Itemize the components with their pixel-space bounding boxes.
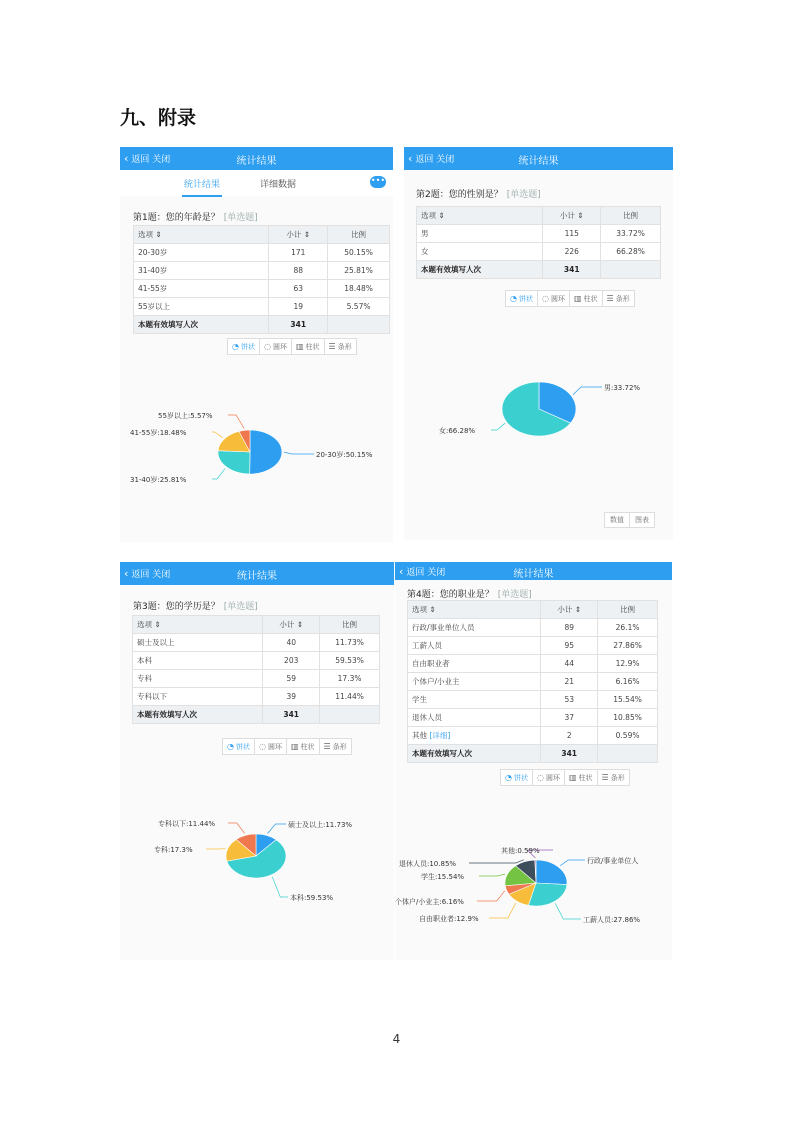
count-cell: 171 [269, 244, 328, 262]
view-pie-label: 饼状 [513, 773, 528, 782]
ratio-cell: 18.48% [328, 280, 390, 298]
question-text: 第1题：您的年龄是？ [133, 213, 220, 223]
pie-label: 31-40岁:25.81% [130, 476, 187, 484]
view-bar-label: 条形 [610, 773, 625, 782]
page-heading: 九、附录 [120, 107, 197, 129]
view-column-label: 柱状 [578, 773, 593, 782]
view-bar-label: 条形 [332, 742, 347, 751]
pie-label: 20-30岁:50.15% [316, 451, 373, 459]
count-cell: 203 [263, 652, 320, 670]
option-cell: 自由职业者 [408, 655, 541, 673]
pie-label: 其他:0.59% [501, 847, 540, 855]
view-pie-label: 饼状 [235, 742, 250, 751]
col-count[interactable]: 小计 ⇕ [541, 601, 598, 619]
count-cell: 2 [541, 727, 598, 745]
col-option[interactable]: 选项 ⇕ [134, 226, 269, 244]
bar-icon: ☰ [323, 742, 331, 751]
bar-title: 统计结果 [237, 571, 277, 582]
ratio-cell: 11.44% [320, 688, 380, 706]
view-bar-label: 条形 [337, 342, 352, 351]
pie-leader-line [491, 423, 505, 430]
question-type-tag: [单选题] [223, 213, 258, 223]
pie-label: 学生:15.54% [421, 873, 465, 881]
ratio-cell: 10.85% [598, 709, 658, 727]
question-type-tag: [单选题] [497, 590, 532, 600]
pie-leader-line [228, 415, 244, 428]
column-icon: ▥ [295, 342, 304, 351]
chevron-left-icon: ‹ [124, 567, 129, 580]
view-pie-label: 饼状 [518, 294, 533, 303]
option-cell: 31-40岁 [134, 262, 269, 280]
ratio-cell: 15.54% [598, 691, 658, 709]
pie-leader-line [228, 823, 245, 834]
col-count[interactable]: 小计 ⇕ [269, 226, 328, 244]
pie-leader-line [479, 874, 505, 876]
count-cell: 115 [543, 225, 601, 243]
pie-leader-line [477, 891, 505, 901]
survey-panel-q4 [395, 562, 672, 960]
ratio-cell: 66.28% [601, 243, 661, 261]
pie-leader-line [212, 468, 225, 479]
data-chart-button[interactable]: 图表 [635, 516, 649, 524]
bar-icon: ☰ [606, 294, 614, 303]
count-cell: 39 [263, 688, 320, 706]
ratio-cell: 25.81% [328, 262, 390, 280]
total-label: 本题有效填写人次 [133, 706, 263, 724]
pie-leader-line [284, 452, 314, 454]
ring-icon: ◌ [258, 742, 266, 751]
count-cell: 88 [269, 262, 328, 280]
pie-label: 个体户/小业主:6.16% [395, 898, 464, 906]
ratio-cell: 0.59% [598, 727, 658, 745]
bar-title: 统计结果 [513, 569, 554, 580]
back-label: 返回 关闭 [415, 155, 455, 165]
option-cell: 男 [417, 225, 543, 243]
view-column-label: 柱状 [300, 742, 315, 751]
col-ratio: 比例 [598, 601, 658, 619]
bar-icon: ☰ [601, 773, 609, 782]
question-text: 第4题：您的职业是？ [407, 590, 494, 600]
count-cell: 37 [541, 709, 598, 727]
ratio-cell: 6.16% [598, 673, 658, 691]
col-count[interactable]: 小计 ⇕ [543, 207, 601, 225]
pie-icon: ◔ [510, 294, 517, 303]
ring-icon: ◌ [536, 773, 544, 782]
col-option[interactable]: 选项 ⇕ [133, 616, 263, 634]
total-label: 本题有效填写人次 [408, 745, 541, 763]
option-cell: 专科 [133, 670, 263, 688]
total-count: 341 [269, 316, 328, 334]
option-cell: 硕士及以上 [133, 634, 263, 652]
pie-leader-line [555, 903, 581, 919]
option-cell: 专科以下 [133, 688, 263, 706]
col-ratio: 比例 [601, 207, 661, 225]
pie-leader-line [489, 903, 516, 918]
view-ring-label: 圆环 [272, 342, 287, 351]
count-cell: 89 [541, 619, 598, 637]
ratio-cell: 11.73% [320, 634, 380, 652]
count-cell: 63 [269, 280, 328, 298]
pie-label: 女:66.28% [439, 427, 476, 435]
pie-chart-q4 [395, 562, 672, 960]
count-cell: 95 [541, 637, 598, 655]
ratio-cell: 59.53% [320, 652, 380, 670]
survey-panel-q3 [120, 562, 394, 960]
pie-label: 55岁以上:5.57% [158, 412, 213, 420]
pie-leader-line [469, 860, 524, 863]
back-label: 返回 关闭 [406, 568, 446, 578]
pie-slice[interactable] [218, 451, 250, 474]
count-cell: 40 [263, 634, 320, 652]
pie-label: 硕士及以上:11.73% [288, 821, 353, 829]
page-number: 4 [392, 1032, 401, 1046]
view-bar-label: 条形 [615, 294, 630, 303]
count-cell: 21 [541, 673, 598, 691]
survey-panel-q2 [404, 147, 673, 540]
pie-icon: ◔ [505, 773, 512, 782]
option-cell: 20-30岁 [134, 244, 269, 262]
count-cell: 53 [541, 691, 598, 709]
ratio-cell: 27.86% [598, 637, 658, 655]
option-cell: 41-55岁 [134, 280, 269, 298]
pie-slice[interactable] [536, 860, 567, 885]
chevron-left-icon: ‹ [124, 152, 129, 165]
pie-chart-q1 [120, 147, 393, 542]
ratio-cell: 17.3% [320, 670, 380, 688]
survey-panel-q1 [120, 147, 393, 542]
view-ring-label: 圆环 [545, 773, 560, 782]
more-icon[interactable]: ••• [370, 176, 386, 188]
pie-label: 专科:17.3% [154, 846, 193, 854]
column-icon: ▥ [573, 294, 582, 303]
detail-link[interactable]: [详细] [429, 731, 451, 740]
count-cell: 226 [543, 243, 601, 261]
ratio-cell: 50.15% [328, 244, 390, 262]
pie-label: 自由职业者:12.9% [419, 915, 479, 923]
view-column-label: 柱状 [305, 342, 320, 351]
pie-leader-line [573, 387, 602, 395]
bar-icon: ☰ [328, 342, 336, 351]
ratio-cell: 12.9% [598, 655, 658, 673]
pie-leader-line [272, 877, 288, 897]
option-text: 其他 [412, 731, 427, 740]
ring-icon: ◌ [263, 342, 271, 351]
pie-icon: ◔ [227, 742, 234, 751]
column-icon: ▥ [568, 773, 577, 782]
pie-label: 本科:59.53% [290, 894, 334, 902]
option-cell: 个体户/小业主 [408, 673, 541, 691]
total-label: 本题有效填写人次 [134, 316, 269, 334]
ratio-cell: 26.1% [598, 619, 658, 637]
chevron-left-icon: ‹ [399, 565, 404, 578]
option-cell: 工薪人员 [408, 637, 541, 655]
pie-label: 工薪人员:27.86% [583, 916, 641, 924]
pie-leader-line [212, 432, 223, 438]
pie-label: 行政/事业单位人 [587, 857, 639, 865]
pie-chart-q3 [120, 562, 394, 960]
col-option[interactable]: 选项 ⇕ [417, 207, 543, 225]
pie-chart-q2 [404, 147, 673, 540]
pie-icon: ◔ [232, 342, 239, 351]
option-cell: 退休人员 [408, 709, 541, 727]
view-pie-label: 饼状 [240, 342, 255, 351]
ratio-cell: 5.57% [328, 298, 390, 316]
col-ratio: 比例 [320, 616, 380, 634]
option-cell: 女 [417, 243, 543, 261]
question-text: 第3题：您的学历是？ [133, 602, 220, 612]
total-count: 341 [543, 261, 601, 279]
question-type-tag: [单选题] [506, 190, 541, 200]
view-ring-label: 圆环 [550, 294, 565, 303]
col-option[interactable]: 选项 ⇕ [408, 601, 541, 619]
tab-stats[interactable]: 统计结果 [184, 177, 220, 190]
question-type-tag: [单选题] [223, 602, 258, 612]
total-count: 341 [541, 745, 598, 763]
view-ring-label: 圆环 [267, 742, 282, 751]
option-cell: 行政/事业单位人员 [408, 619, 541, 637]
pie-leader-line [268, 824, 287, 834]
question-text: 第2题：您的性别是？ [416, 190, 503, 200]
count-cell: 19 [269, 298, 328, 316]
option-cell: 学生 [408, 691, 541, 709]
pie-leader-line [560, 860, 585, 866]
option-cell: 55岁以上 [134, 298, 269, 316]
ring-icon: ◌ [541, 294, 549, 303]
column-icon: ▥ [290, 742, 299, 751]
view-column-label: 柱状 [583, 294, 598, 303]
count-cell: 44 [541, 655, 598, 673]
ratio-cell: 33.72% [601, 225, 661, 243]
back-label: 返回 关闭 [131, 570, 171, 580]
back-label: 返回 关闭 [131, 155, 171, 165]
data-value-button[interactable]: 数值 [605, 513, 630, 527]
pie-label: 41-55岁:18.48% [130, 429, 187, 437]
data-view-buttons [604, 512, 655, 528]
col-count[interactable]: 小计 ⇕ [263, 616, 320, 634]
total-label: 本题有效填写人次 [417, 261, 543, 279]
tab-detail[interactable]: 详细数据 [260, 180, 297, 190]
pie-label: 男:33.72% [604, 384, 641, 392]
pie-label: 专科以下:11.44% [158, 820, 216, 828]
pie-slice[interactable] [250, 430, 282, 474]
col-ratio: 比例 [328, 226, 390, 244]
total-count: 341 [263, 706, 320, 724]
option-cell: 本科 [133, 652, 263, 670]
bar-title: 统计结果 [236, 156, 277, 167]
count-cell: 59 [263, 670, 320, 688]
bar-title: 统计结果 [518, 156, 559, 167]
chevron-left-icon: ‹ [408, 152, 413, 165]
pie-label: 退休人员:10.85% [399, 860, 457, 868]
